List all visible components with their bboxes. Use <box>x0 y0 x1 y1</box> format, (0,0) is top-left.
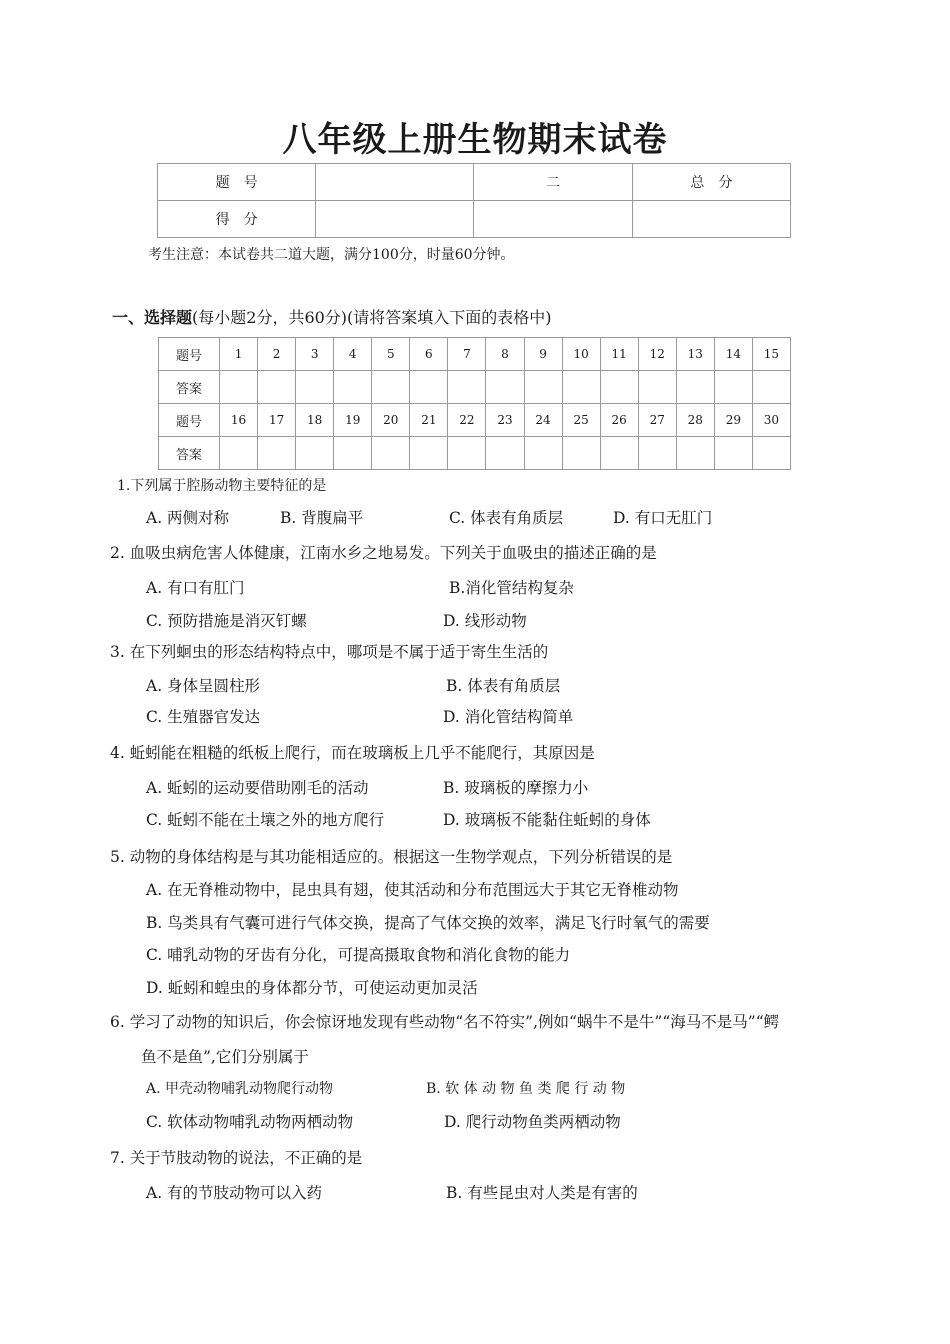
question-4-option-d: D. 玻璃板不能黏住蚯蚓的身体 <box>443 811 651 829</box>
table-cell <box>316 164 474 201</box>
table-row <box>159 338 791 371</box>
question-number-cell: 29 <box>714 404 752 437</box>
answer-cell[interactable] <box>714 437 752 470</box>
question-7-option-b: B. 有些昆虫对人类是有害的 <box>446 1184 638 1202</box>
row-label: 答案 <box>159 371 220 404</box>
question-number-cell: 8 <box>486 338 524 371</box>
question-number-cell: 17 <box>258 404 296 437</box>
table-row <box>159 371 791 404</box>
answer-cell[interactable] <box>752 437 790 470</box>
question-4-option-a: A. 蚯蚓的运动要借助刚毛的活动 <box>146 779 369 797</box>
answer-cell[interactable] <box>600 437 638 470</box>
section-heading <box>112 305 552 328</box>
question-number-cell: 3 <box>296 338 334 371</box>
question-3-option-b: B. 体表有角质层 <box>446 677 561 695</box>
exam-notice: 考生注意：本试卷共二道大题，满分100分，时量60分钟。 <box>148 247 515 263</box>
question-1-option-c: C. 体表有角质层 <box>449 509 564 527</box>
question-number-cell: 11 <box>600 338 638 371</box>
answer-cell[interactable] <box>372 371 410 404</box>
table-cell: 题 号 <box>158 164 316 201</box>
question-number-cell: 14 <box>714 338 752 371</box>
question-6-option-d: D. 爬行动物鱼类两栖动物 <box>444 1113 621 1131</box>
question-1-option-b: B. 背腹扁平 <box>280 509 364 527</box>
question-number-cell: 2 <box>258 338 296 371</box>
question-number-cell: 28 <box>676 404 714 437</box>
answer-cell[interactable] <box>334 371 372 404</box>
answer-cell[interactable] <box>524 437 562 470</box>
question-4-stem: 4. 蚯蚓能在粗糙的纸板上爬行，而在玻璃板上几乎不能爬行，其原因是 <box>110 744 595 762</box>
question-number-cell: 21 <box>410 404 448 437</box>
section-title: 一、选择题 <box>112 308 193 327</box>
table-cell: 总 分 <box>632 164 790 201</box>
answer-cell[interactable] <box>638 371 676 404</box>
question-number-cell: 23 <box>486 404 524 437</box>
answer-table <box>158 337 791 470</box>
question-4-option-c: C. 蚯蚓不能在土壤之外的地方爬行 <box>146 811 385 829</box>
table-row <box>159 437 791 470</box>
table-row <box>159 404 791 437</box>
question-number-cell: 6 <box>410 338 448 371</box>
score-input-cell <box>316 201 474 238</box>
question-2-option-c: C. 预防措施是消灭钉螺 <box>146 612 307 630</box>
answer-cell[interactable] <box>752 371 790 404</box>
question-6-option-a: A. 甲壳动物哺乳动物爬行动物 <box>146 1081 334 1097</box>
question-number-cell: 15 <box>752 338 790 371</box>
row-label: 答案 <box>159 437 220 470</box>
question-2-option-d: D. 线形动物 <box>443 612 527 630</box>
question-number-cell: 30 <box>752 404 790 437</box>
answer-cell[interactable] <box>486 371 524 404</box>
question-7-option-a: A. 有的节肢动物可以入药 <box>146 1184 323 1202</box>
question-6-stem: 6. 学习了动物的知识后，你会惊讶地发现有些动物“名不符实”,例如“蜗牛不是牛”“海马不是马”“鳄 <box>110 1013 780 1031</box>
question-number-cell: 22 <box>448 404 486 437</box>
table-row <box>158 164 791 201</box>
answer-cell[interactable] <box>410 371 448 404</box>
question-number-cell: 26 <box>600 404 638 437</box>
answer-cell[interactable] <box>676 437 714 470</box>
question-number-cell: 9 <box>524 338 562 371</box>
question-3-stem: 3. 在下列蛔虫的形态结构特点中，哪项是不属于适于寄生生活的 <box>110 643 549 661</box>
answer-cell[interactable] <box>562 437 600 470</box>
question-number-cell: 27 <box>638 404 676 437</box>
answer-cell[interactable] <box>448 371 486 404</box>
question-number-cell: 1 <box>220 338 258 371</box>
question-2-stem: 2. 血吸虫病危害人体健康，江南水乡之地易发。下列关于血吸虫的描述正确的是 <box>110 544 657 562</box>
answer-cell[interactable] <box>220 371 258 404</box>
score-table <box>157 163 791 238</box>
answer-cell[interactable] <box>638 437 676 470</box>
question-number-cell: 20 <box>372 404 410 437</box>
table-cell: 二 <box>474 164 632 201</box>
question-number-cell: 18 <box>296 404 334 437</box>
table-row <box>158 201 791 238</box>
question-5-option-c: C. 哺乳动物的牙齿有分化，可提高摄取食物和消化食物的能力 <box>146 946 571 964</box>
answer-cell[interactable] <box>296 371 334 404</box>
answer-cell[interactable] <box>296 437 334 470</box>
question-1-option-a: A. 两侧对称 <box>146 509 230 527</box>
question-number-cell: 25 <box>562 404 600 437</box>
question-4-option-b: B. 玻璃板的摩擦力小 <box>443 779 589 797</box>
question-6-option-b: B. 软 体 动 物 鱼 类 爬 行 动 物 <box>426 1081 626 1097</box>
answer-cell[interactable] <box>448 437 486 470</box>
question-5-option-a: A. 在无脊椎动物中，昆虫具有翅，使其活动和分布范围远大于其它无脊椎动物 <box>146 881 679 899</box>
question-2-option-b: B.消化管结构复杂 <box>449 579 574 597</box>
question-number-cell: 4 <box>334 338 372 371</box>
question-number-cell: 7 <box>448 338 486 371</box>
question-number-cell: 13 <box>676 338 714 371</box>
answer-cell[interactable] <box>258 437 296 470</box>
question-3-option-a: A. 身体呈圆柱形 <box>146 677 261 695</box>
score-input-cell <box>632 201 790 238</box>
question-number-cell: 10 <box>562 338 600 371</box>
question-1-option-d: D. 有口无肛门 <box>613 509 713 527</box>
question-3-option-d: D. 消化管结构简单 <box>443 708 574 726</box>
question-3-option-c: C. 生殖器官发达 <box>146 708 261 726</box>
question-1-stem: 1.下列属于腔肠动物主要特征的是 <box>117 478 327 494</box>
row-label: 题号 <box>159 338 220 371</box>
row-label: 题号 <box>159 404 220 437</box>
answer-cell[interactable] <box>334 437 372 470</box>
answer-cell[interactable] <box>524 371 562 404</box>
answer-cell[interactable] <box>372 437 410 470</box>
page-title: 八年级上册生物期末试卷 <box>282 120 668 160</box>
answer-cell[interactable] <box>410 437 448 470</box>
question-number-cell: 24 <box>524 404 562 437</box>
question-number-cell: 16 <box>220 404 258 437</box>
answer-cell[interactable] <box>562 371 600 404</box>
score-input-cell <box>474 201 632 238</box>
answer-cell[interactable] <box>220 437 258 470</box>
answer-cell[interactable] <box>258 371 296 404</box>
question-number-cell: 12 <box>638 338 676 371</box>
question-5-option-b: B. 鸟类具有气囊可进行气体交换，提高了气体交换的效率，满足飞行时氧气的需要 <box>146 914 710 932</box>
question-5-stem: 5. 动物的身体结构是与其功能相适应的。根据这一生物学观点，下列分析错误的是 <box>110 848 673 866</box>
answer-cell[interactable] <box>676 371 714 404</box>
question-6-option-c: C. 软体动物哺乳动物两栖动物 <box>146 1113 354 1131</box>
section-note: (每小题2分，共60分)(请将答案填入下面的表格中) <box>192 308 552 327</box>
question-6-stem-cont: 鱼不是鱼”,它们分别属于 <box>141 1048 309 1066</box>
answer-cell[interactable] <box>486 437 524 470</box>
answer-cell[interactable] <box>714 371 752 404</box>
question-7-stem: 7. 关于节肢动物的说法，不正确的是 <box>110 1149 363 1167</box>
question-5-option-d: D. 蚯蚓和蝗虫的身体都分节，可使运动更加灵活 <box>146 979 478 997</box>
answer-cell[interactable] <box>600 371 638 404</box>
question-number-cell: 19 <box>334 404 372 437</box>
question-number-cell: 5 <box>372 338 410 371</box>
table-cell: 得 分 <box>158 201 316 238</box>
question-2-option-a: A. 有口有肛门 <box>146 579 245 597</box>
